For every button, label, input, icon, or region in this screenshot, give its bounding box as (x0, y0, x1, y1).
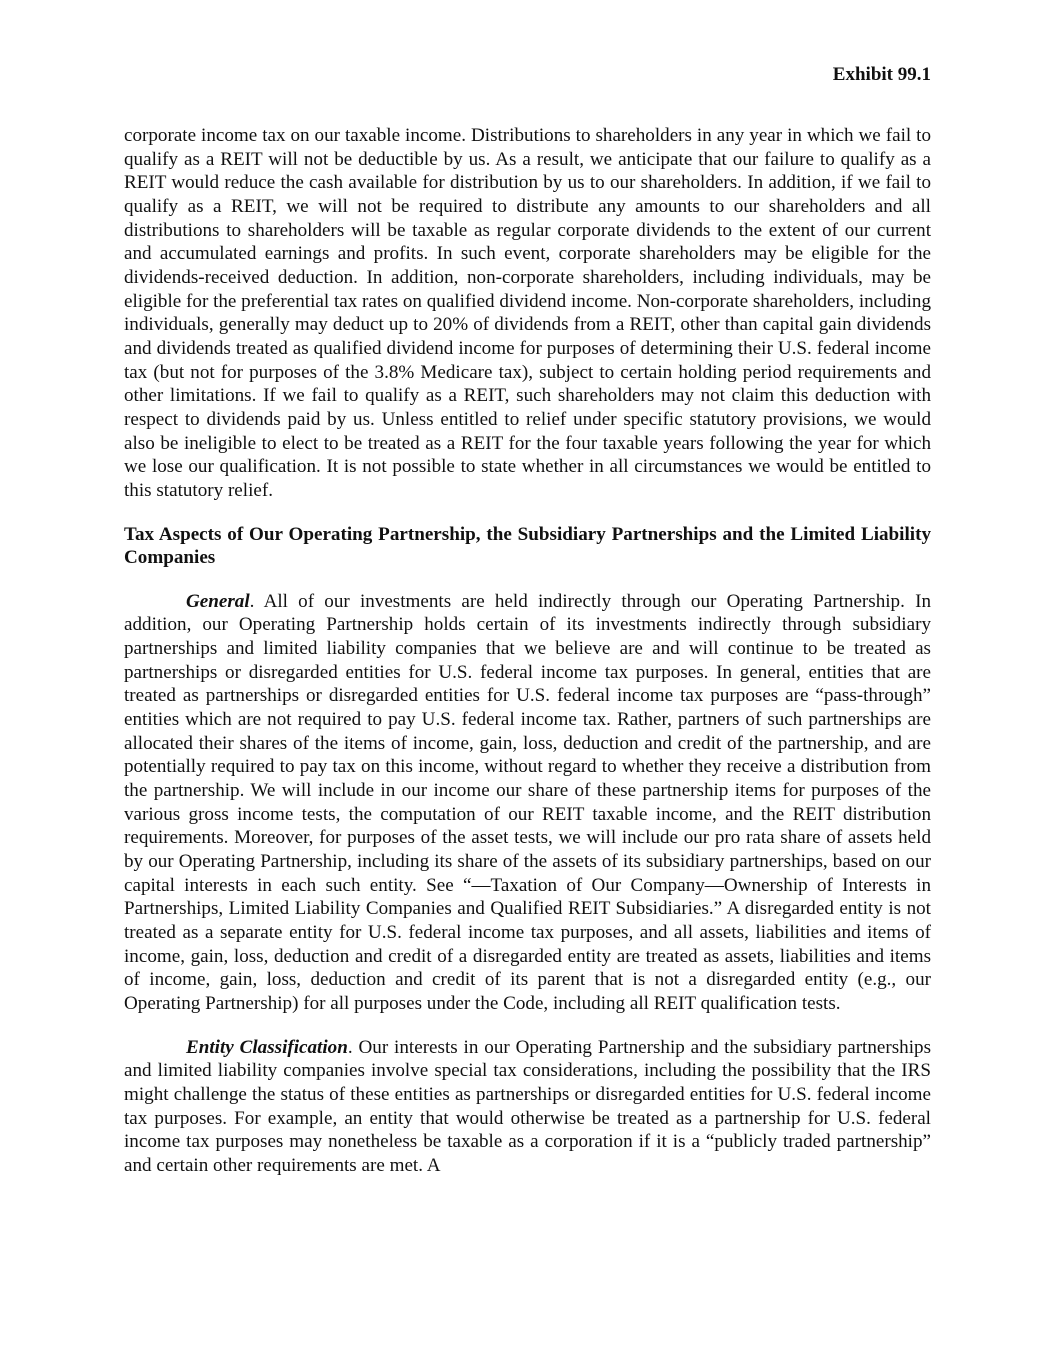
document-body (124, 124, 931, 1178)
paragraph-general-text: . All of our investments are held indirectly through our Operating Partnership. In addition, our Operating Partnership holds certain of its investments indirectly through subsidiary partnerships and limited liability companies that we believe are and will continue to be treated as partnerships or disregarded entities for U.S. federal income tax purposes. In general, entities that are treated as partnerships or disregarded entities for U.S. federal income tax purposes are “pass-through” entities which are not required to pay U.S. federal income tax. Rather, partners of such partnerships are allocated their shares of the items of income, gain, loss, deduction and credit of the partnership, and are potentially required to pay tax on this income, without regard to whether they receive a distribution from the partnership. We will include in our income our share of these partnership items for purposes of the various gross income tests, the computation of our REIT taxable income, and the REIT distribution requirements. Moreover, for purposes of the asset tests, we will include our pro rata share of assets held by our Operating Partnership, including its share of the assets of its subsidiary partnerships, based on our capital interests in each such entity. See “—Taxation of Our Company—Ownership of Interests in Partnerships, Limited Liability Companies and Qualified REIT Subsidiaries.” A disregarded entity is not treated as a separate entity for U.S. federal income tax purposes, and all assets, liabilities and items of income, gain, loss, deduction and credit of a disregarded entity are treated as assets, liabilities and items of income, gain, loss, deduction and credit of its parent that is not a disregarded entity (e.g., our Operating Partnership) for all purposes under the Code, including all REIT qualification tests. (124, 590, 931, 1014)
exhibit-label: Exhibit 99.1 (832, 64, 931, 85)
paragraph-entity-classification-text: . Our interests in our Operating Partnership and the subsidiary partnerships and limited liability companies involve special tax considerations, including the possibility that the IRS might challenge the status of these entities as partnerships or disregarded entities for U.S. federal income tax purposes. For example, an entity that would otherwise be treated as a partnership for U.S. federal income tax purposes may nonetheless be taxable as a corporation if it is a “publicly traded partnership” and certain other requirements are met. A (124, 1036, 931, 1176)
run-in-title-entity-classification: Entity Classification (186, 1036, 348, 1058)
section-heading: Tax Aspects of Our Operating Partnership, the Subsidiary Partnerships and the Limited Liability Companies (124, 523, 931, 569)
run-in-title-general: General (186, 590, 250, 612)
paragraph-general (124, 590, 931, 1016)
paragraph-entity-classification (124, 1036, 931, 1178)
paragraph-reit-failure: corporate income tax on our taxable income. Distributions to shareholders in any year in which we fail to qualify as a REIT will not be deductible by us. As a result, we anticipate that our failure to qualify as a REIT would reduce the cash available for distribution by us to our shareholders. In addition, if we fail to qualify as a REIT, we will not be required to distribute any amounts to our shareholders and all distributions to shareholders will be taxable as regular corporate dividends to the extent of our current and accumulated earnings and profits. In such event, corporate shareholders may be eligible for the dividends-received deduction. In addition, non-corporate shareholders, including individuals, may be eligible for the preferential tax rates on qualified dividend income. Non-corporate shareholders, including individuals, generally may deduct up to 20% of dividends from a REIT, other than capital gain dividends and dividends treated as qualified dividend income for purposes of determining their U.S. federal income tax (but not for purposes of the 3.8% Medicare tax), subject to certain holding period requirements and other limitations. If we fail to qualify as a REIT, such shareholders may not claim this deduction with respect to dividends paid by us. Unless entitled to relief under specific statutory provisions, we would also be ineligible to elect to be treated as a REIT for the four taxable years following the year for which we lose our qualification. It is not possible to state whether in all circumstances we would be entitled to this statutory relief. (124, 125, 931, 501)
